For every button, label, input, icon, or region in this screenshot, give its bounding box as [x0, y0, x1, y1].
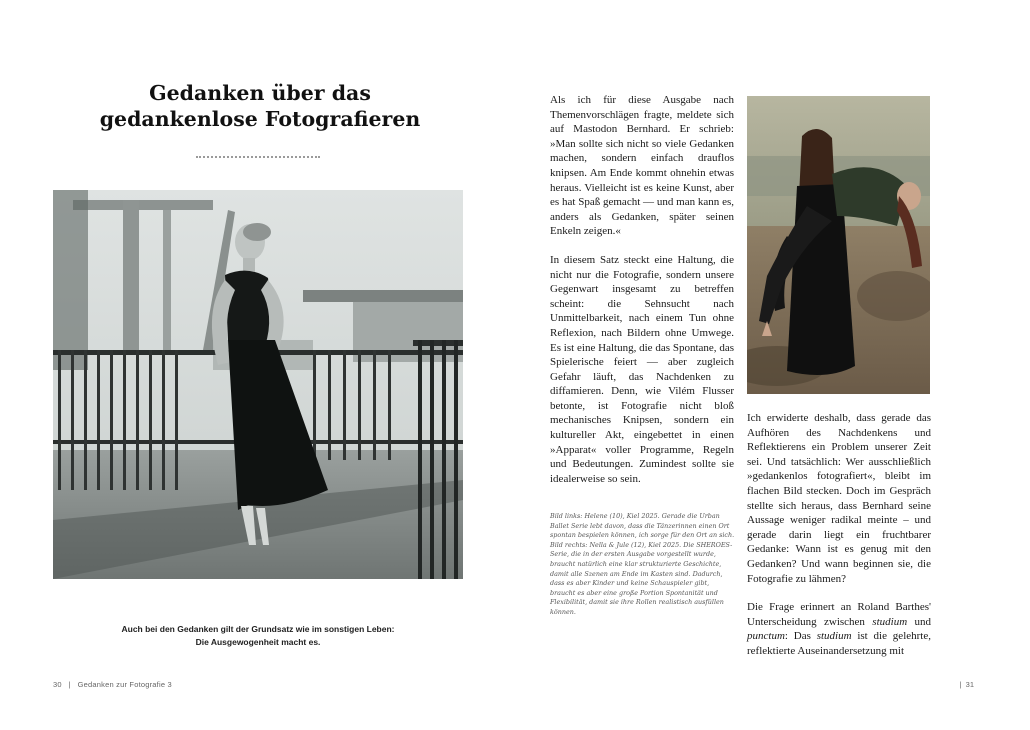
title-dotted-ornament — [196, 156, 320, 160]
paragraph-4-term-punctum: punctum — [747, 630, 785, 643]
caption-line-2: Die Ausgewogenheit macht es. — [195, 636, 321, 647]
article-title — [60, 80, 460, 132]
footer-separator-left: | — [68, 680, 71, 689]
paragraph-4-text-c: : Das — [784, 630, 817, 643]
paragraph-1: Als ich für diese Ausgabe nach Themenvorschlägen fragte, meldete sich auf Mastodon Bernhard. Er schrieb: »Man sollte sich nicht so viele Gedanken machen, sondern einfach drauflos knipsen. Am Ende kommt ohnehin etwas heraus. Vielleicht ist es keine Kunst, aber es hat Spaß gemacht — und man kann es, anders als Gedanken, später seinen Enkeln zeigen.« — [550, 94, 734, 238]
title-line-1: Gedanken über das — [149, 81, 371, 105]
footer-publication-title: Gedanken zur Fotografie 3 — [77, 680, 172, 689]
text-column-2 — [747, 411, 931, 673]
paragraph-4 — [747, 600, 931, 658]
caption-image-left: Bild links: Helene (10), Kiel 2025. Gerade die Urban Ballet Serie lebt davon, dass die Tänzerinnen einen Ort spontan bespielen können, ich sorge für den Ort an sich. — [550, 512, 735, 540]
ballet-photo-image — [53, 190, 463, 579]
footer-separator-right: | — [959, 680, 962, 689]
title-line-2: gedankenlose Fotografieren — [99, 107, 421, 131]
beach-photo-image — [747, 96, 930, 394]
paragraph-2: In diesem Satz steckt eine Haltung, die nicht nur die Fotografie, sondern unsere Gegenwart insgesamt zu betreffen scheint: die Sehnsucht nach Unmittelbarkeit, nach einem Tun ohne Reflexion, nach Bildern ohne Umwege. Es ist eine Haltung, die das Spontane, das Spielerische feiert — aber zugleich Gefahr läuft, das Nachdenken zu diffamieren. Denn, wie Vilém Flusser betonte, ist Fotografie nicht bloß mechanisches Knipsen, sondern ein kultureller Akt, eingebettet in einen »Apparat« voller Programme, Regeln und Bedeutungen. Zumindest sollte sie idealerweise so sein. — [550, 253, 734, 485]
ballet-dancer-photo — [53, 190, 463, 579]
paragraph-4-text-a: Die Frage erinnert an Roland Barthes' Unterscheidung zwischen — [747, 601, 931, 628]
footer-right — [960, 680, 974, 689]
paragraph-3: Ich erwiderte deshalb, dass gerade das Aufhören des Nachdenkens und Reflektierens ein Problem unserer Zeit sei. Und tatsächlich: Wer ausschließlich »gedankenlos fotografiert«, bleibt im flachen Bild stecken. Doch im Gespräch stellte sich heraus, dass Bernhard seine Aussage weniger radikal meinte – und gerade darin liegt ein fruchtbarer Gedanke: Wann ist es genug mit den Gedanken? Und wann beginnen sie, die Fotografie zu lähmen? — [747, 412, 931, 585]
paragraph-4-term-studium: studium — [872, 615, 908, 628]
main-photo-caption — [100, 623, 416, 648]
page-number-left: 30 — [53, 680, 62, 689]
caption-image-right: Bild rechts: Nella & Jule (12), Kiel 2025. Die SHEROES-Serie, die in der ersten Ausgabe vorgestellt wurde, braucht natürlich eine klar strukturierte Geschichte, damit alle Szenen am Ende im Kasten sind. Dadurch, dass es aber Kinder und keine Schauspieler gibt, braucht es aber eine große Portion Spontanität und Flexibilität, damit sie ihre Rollen realistisch ausfüllen können. — [550, 540, 733, 616]
image-captions — [550, 512, 736, 618]
two-women-beach-photo — [747, 96, 930, 394]
text-column-1 — [550, 93, 734, 500]
paragraph-4-term-studium-2: studium — [816, 630, 852, 643]
page-number-right: 31 — [965, 680, 974, 689]
caption-line-1: Auch bei den Gedanken gilt der Grundsatz wie im sonstigen Leben: — [121, 624, 395, 634]
paragraph-4-text-b: und — [907, 615, 931, 628]
paragraph-4-text-d: ist die gelehrte, reflektierte Auseinandersetzung mit — [747, 630, 931, 657]
footer-left — [53, 680, 172, 689]
